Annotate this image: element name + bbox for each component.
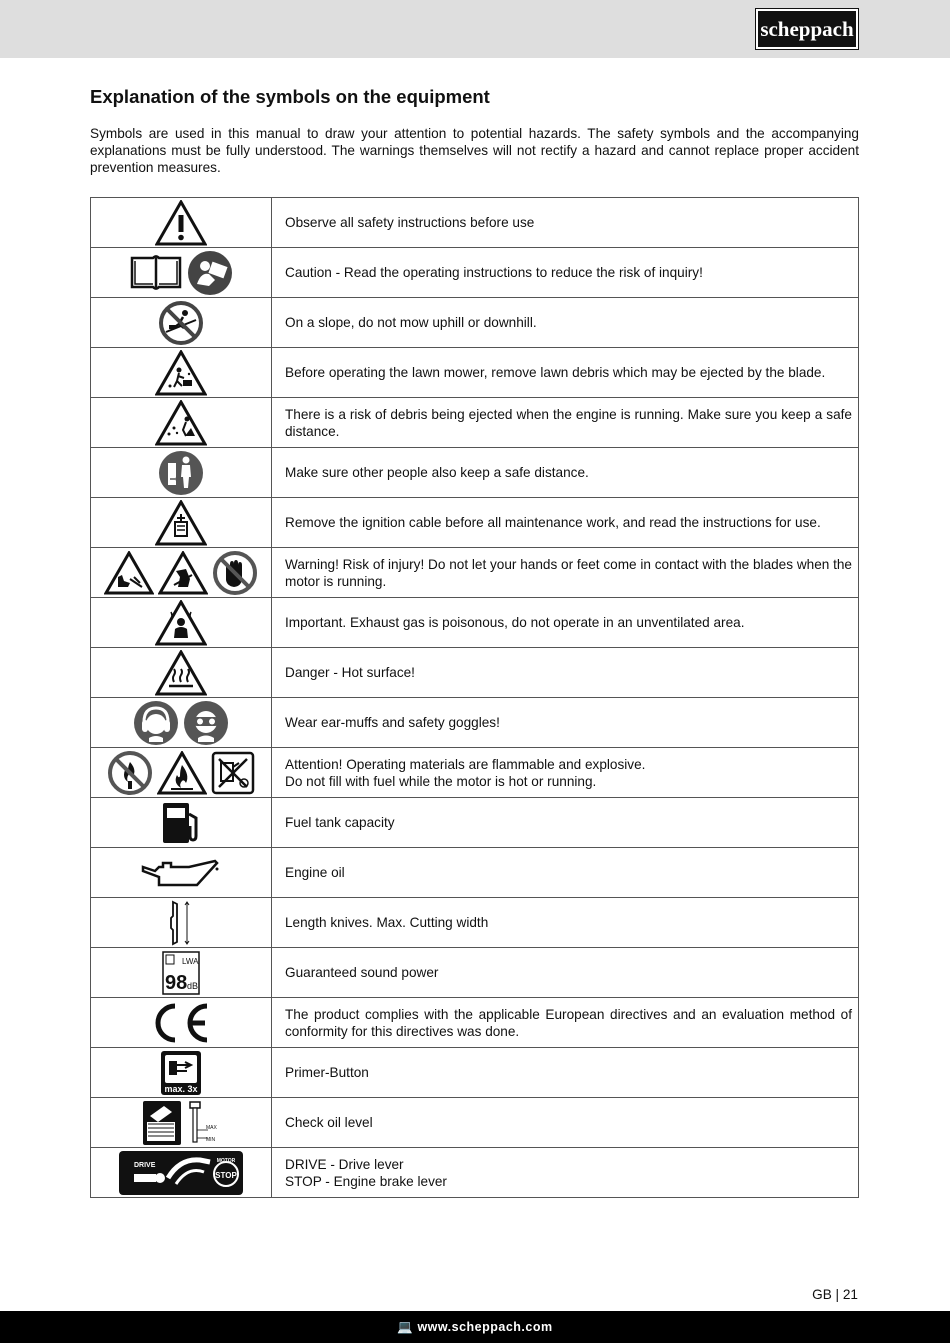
dipstick-icon <box>186 1100 220 1146</box>
svg-text:MIN: MIN <box>206 1136 216 1143</box>
symbol-row <box>91 448 859 498</box>
svg-text:LWA: LWA <box>182 956 199 966</box>
symbol-description: The product complies with the applicable European directives and an evaluation method of conformity for this directives was done. <box>272 998 859 1048</box>
symbol-row <box>91 548 859 598</box>
symbol-row <box>91 898 859 948</box>
no-slope-mowing-icon <box>158 300 204 346</box>
intro-paragraph: Symbols are used in this manual to draw your attention to potential hazards. The safety symbols and the accompanying explanations must be fully understood. The warnings themselves will not rectify a hazard and cannot replace proper accident prevention measures. <box>90 126 859 175</box>
symbol-description: Attention! Operating materials are flammable and explosive. Do not fill with fuel while the motor is hot or running. <box>272 748 859 798</box>
symbol-row <box>91 948 859 998</box>
symbol-row <box>91 1148 859 1198</box>
foot-blade-warning-icon <box>104 551 154 595</box>
svg-text:MOTOR: MOTOR <box>216 1157 236 1164</box>
symbol-description: Guaranteed sound power <box>272 948 859 998</box>
ce-mark-icon <box>149 1002 213 1044</box>
symbol-row <box>91 198 859 248</box>
symbol-row <box>91 348 859 398</box>
scheppach-logo: scheppach <box>756 9 858 49</box>
fuel-pump-icon <box>158 800 204 846</box>
symbol-description: Engine oil <box>272 848 859 898</box>
svg-text:max. 3x: max. 3x <box>164 1083 198 1094</box>
symbol-description: Length knives. Max. Cutting width <box>272 898 859 948</box>
symbol-description: Wear ear-muffs and safety goggles! <box>272 698 859 748</box>
symbol-description: Fuel tank capacity <box>272 798 859 848</box>
symbol-row <box>91 248 859 298</box>
exhaust-gas-warning-icon <box>155 600 207 646</box>
symbol-row <box>91 748 859 798</box>
symbol-row <box>91 498 859 548</box>
svg-text:DRIVE: DRIVE <box>134 1161 156 1169</box>
symbol-row <box>91 398 859 448</box>
sound-power-label-icon <box>162 951 200 995</box>
page-title: Explanation of the symbols on the equipment <box>90 86 490 107</box>
remove-debris-warning-icon <box>155 350 207 396</box>
svg-text:dB: dB <box>187 980 199 991</box>
ejected-debris-warning-icon <box>155 400 207 446</box>
no-refuel-hot-engine-icon <box>211 751 255 795</box>
website-link[interactable]: www.scheppach.com <box>417 1320 553 1334</box>
drive-stop-lever-icon <box>118 1150 244 1196</box>
svg-text:STOP: STOP <box>215 1170 237 1180</box>
symbol-description: Danger - Hot surface! <box>272 648 859 698</box>
symbol-row <box>91 998 859 1048</box>
page-number: GB | 21 <box>812 1287 858 1302</box>
symbol-description: On a slope, do not mow uphill or downhill. <box>272 298 859 348</box>
symbol-row <box>91 1098 859 1148</box>
ear-muffs-icon <box>133 700 179 746</box>
svg-text:MAX: MAX <box>206 1124 217 1131</box>
symbol-description: Important. Exhaust gas is poisonous, do not operate in an unventilated area. <box>272 598 859 648</box>
symbol-row <box>91 648 859 698</box>
ignition-cable-warning-icon <box>155 500 207 546</box>
header-band <box>0 0 950 58</box>
no-open-flame-icon <box>107 750 153 796</box>
hot-surface-warning-icon <box>155 650 207 696</box>
hand-blade-warning-icon <box>158 551 208 595</box>
symbol-row <box>91 598 859 648</box>
symbol-row <box>91 698 859 748</box>
computer-icon: 💻 <box>397 1319 414 1334</box>
symbol-description: There is a risk of debris being ejected when the engine is running. Make sure you keep a safe distance. <box>272 398 859 448</box>
symbol-row <box>91 848 859 898</box>
flammable-warning-icon <box>157 751 207 795</box>
symbol-description: Observe all safety instructions before use <box>272 198 859 248</box>
symbol-description: Warning! Risk of injury! Do not let your hands or feet come in contact with the blades when the motor is running. <box>272 548 859 598</box>
symbol-description: Remove the ignition cable before all maintenance work, and read the instructions for use. <box>272 498 859 548</box>
manual-book-icon <box>129 253 183 293</box>
symbols-table <box>90 197 859 1198</box>
read-manual-icon <box>187 250 233 296</box>
oil-can-icon <box>141 855 221 891</box>
blade-length-icon <box>163 900 199 946</box>
symbol-row <box>91 1048 859 1098</box>
warning-exclamation-icon <box>155 200 207 246</box>
symbol-description: Before operating the lawn mower, remove lawn debris which may be ejected by the blade. <box>272 348 859 398</box>
symbol-description: Primer-Button <box>272 1048 859 1098</box>
no-hands-icon <box>212 550 258 596</box>
keep-distance-people-icon <box>158 450 204 496</box>
safety-goggles-icon <box>183 700 229 746</box>
footer-bar <box>0 1311 950 1343</box>
svg-text:98: 98 <box>165 971 188 994</box>
symbol-description: Make sure other people also keep a safe distance. <box>272 448 859 498</box>
symbol-description: DRIVE - Drive lever STOP - Engine brake lever <box>272 1148 859 1198</box>
symbol-row <box>91 298 859 348</box>
primer-button-icon <box>160 1050 202 1096</box>
symbol-description: Check oil level <box>272 1098 859 1148</box>
oil-fill-icon <box>142 1100 182 1146</box>
symbol-row <box>91 798 859 848</box>
symbol-description: Caution - Read the operating instructions to reduce the risk of inquiry! <box>272 248 859 298</box>
